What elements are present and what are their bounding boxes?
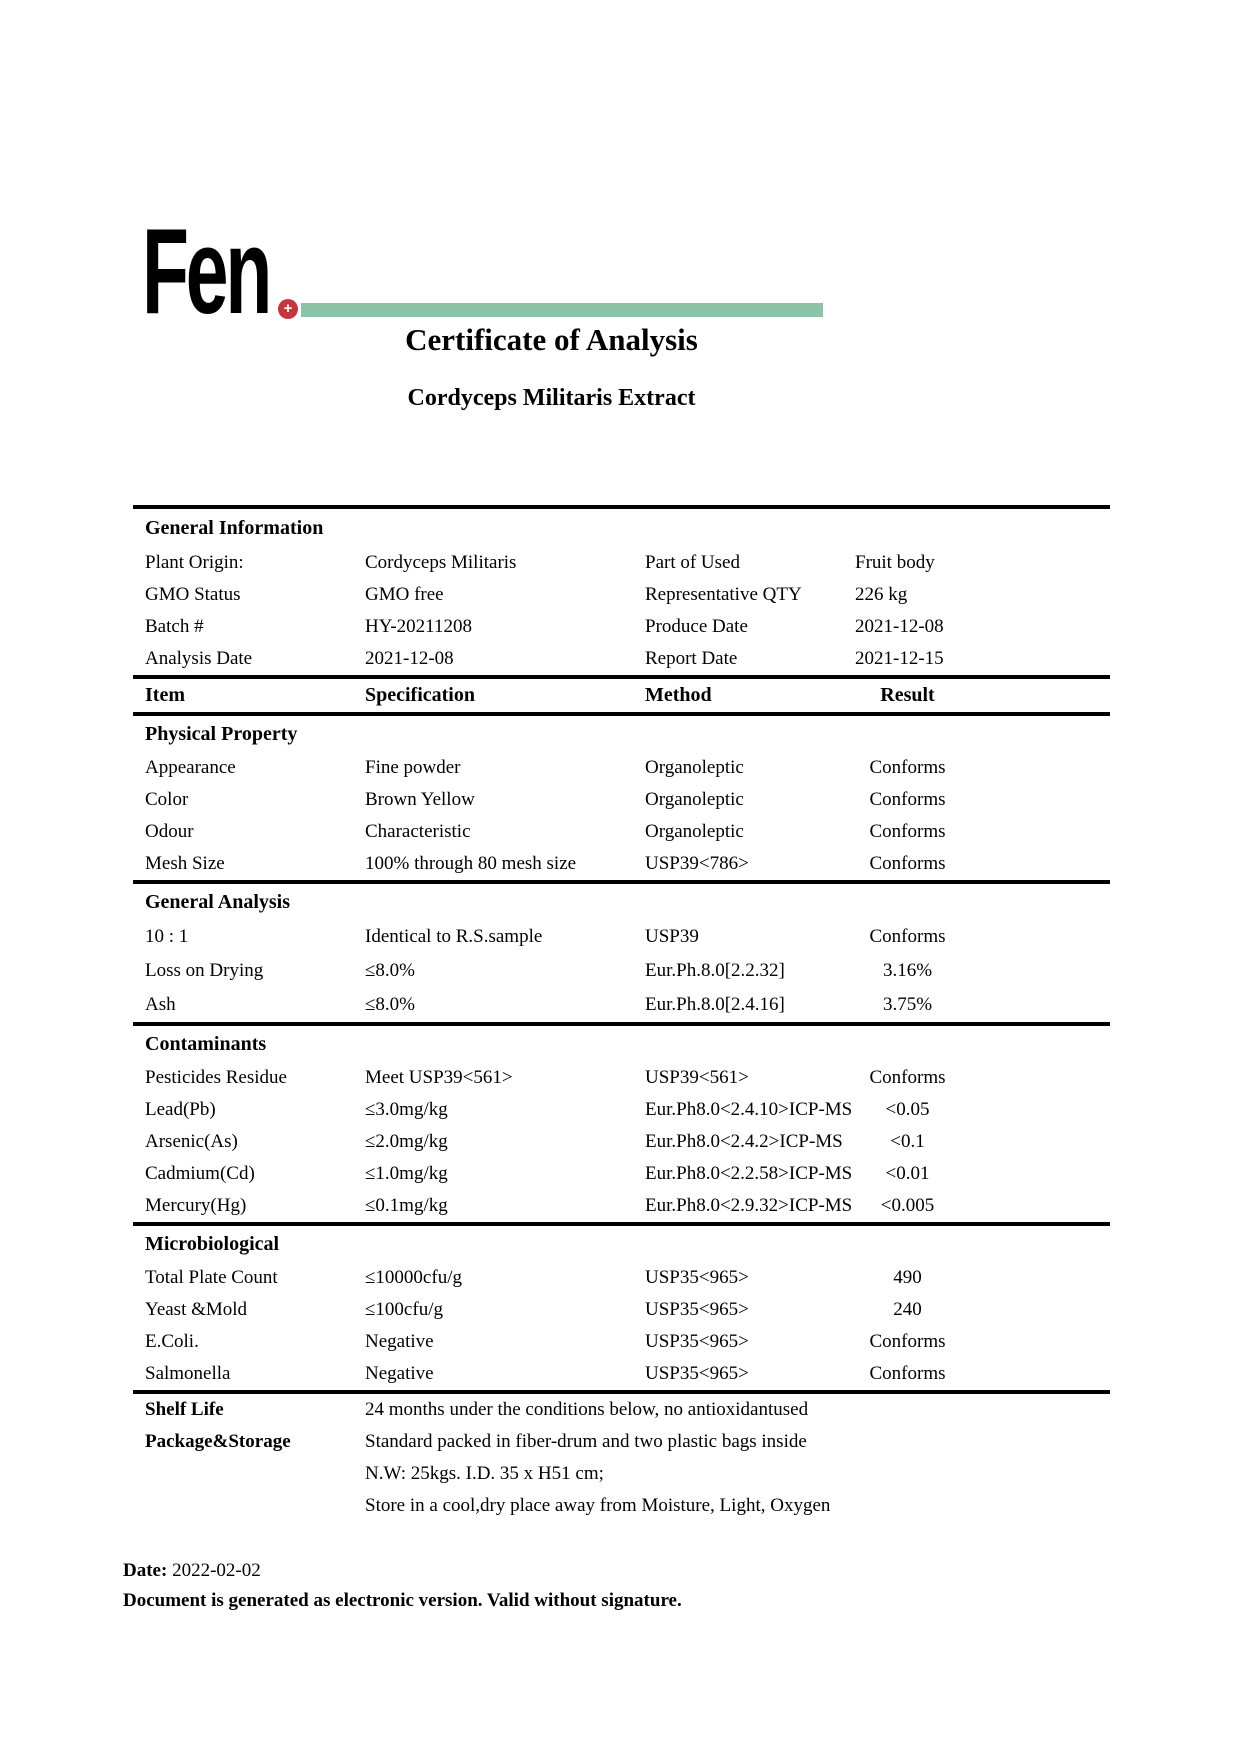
plus-badge-icon [278, 299, 298, 319]
method-cell: Organoleptic [645, 789, 744, 810]
item-cell: Yeast &Mold [145, 1299, 248, 1320]
general-info-row [133, 579, 1110, 611]
date-line [123, 1556, 682, 1586]
spec-cell: Identical to R.S.sample [365, 926, 543, 947]
info-label: Analysis Date [145, 648, 253, 669]
result-row [133, 1158, 1110, 1190]
result-cell: Conforms [869, 789, 946, 810]
date-label: Date: [123, 1560, 168, 1581]
result-cell: <0.05 [885, 1099, 930, 1120]
spec-cell: ≤2.0mg/kg [365, 1131, 448, 1152]
storage-label: Package&Storage [145, 1431, 291, 1452]
result-row [133, 1126, 1110, 1158]
product-name: Cordyceps Militaris Extract [407, 385, 696, 411]
result-row [133, 1262, 1110, 1294]
method-cell: USP35<965> [645, 1267, 749, 1288]
logo-wordmark: Fen [142, 203, 270, 339]
spec-cell: ≤3.0mg/kg [365, 1099, 448, 1120]
method-cell: Eur.Ph8.0<2.2.58>ICP-MS [645, 1163, 853, 1184]
item-cell: Pesticides Residue [145, 1067, 287, 1088]
result-row [133, 1094, 1110, 1126]
item-cell: Mesh Size [145, 853, 225, 874]
result-row [133, 1294, 1110, 1326]
item-cell: Arsenic(As) [145, 1131, 238, 1152]
info-value: Fruit body [855, 552, 935, 573]
info-label: GMO Status [145, 584, 241, 605]
section-heading: Physical Property [145, 723, 298, 745]
item-cell: Ash [145, 994, 176, 1015]
general-information-rows [133, 547, 1110, 675]
result-cell: Conforms [869, 853, 946, 874]
info-value: Cordyceps Militaris [365, 552, 517, 573]
spec-cell: Meet USP39<561> [365, 1067, 513, 1088]
spec-cell: ≤8.0% [365, 994, 416, 1015]
section-heading: Contaminants [145, 1033, 267, 1055]
spec-cell: Brown Yellow [365, 789, 475, 810]
method-cell: USP35<965> [645, 1363, 749, 1384]
spec-cell: ≤0.1mg/kg [365, 1195, 448, 1216]
column-header-item: Item [145, 684, 185, 706]
result-cell: Conforms [869, 821, 946, 842]
results-header-row [133, 679, 1110, 712]
info-label: Produce Date [645, 616, 748, 637]
info-value: 2021-12-08 [365, 648, 454, 669]
method-cell: Eur.Ph.8.0[2.4.16] [645, 994, 785, 1015]
result-row [133, 920, 1110, 954]
result-row [133, 1326, 1110, 1358]
result-row [133, 954, 1110, 988]
method-cell: USP39 [645, 926, 699, 947]
spec-cell: Negative [365, 1363, 434, 1384]
result-cell: 3.75% [882, 994, 933, 1015]
method-cell: USP39<786> [645, 853, 749, 874]
column-header-result: Result [880, 684, 935, 706]
result-cell: Conforms [869, 926, 946, 947]
column-header-specification: Specification [365, 684, 475, 706]
result-row [133, 988, 1110, 1022]
spec-cell: Characteristic [365, 821, 471, 842]
logo-underline-bar [301, 303, 823, 317]
storage-rows [133, 1394, 1110, 1522]
section-heading: General Analysis [145, 891, 291, 913]
spec-cell: Negative [365, 1331, 434, 1352]
spec-cell: 100% through 80 mesh size [365, 853, 577, 874]
result-cell: <0.1 [890, 1131, 925, 1152]
coa-table [133, 505, 1110, 1522]
item-cell: Cadmium(Cd) [145, 1163, 255, 1184]
plus-glyph: + [283, 300, 293, 317]
result-row [133, 848, 1110, 880]
spec-cell: ≤100cfu/g [365, 1299, 443, 1320]
spec-cell: ≤8.0% [365, 960, 416, 981]
item-cell: Salmonella [145, 1363, 231, 1384]
results-sections [133, 716, 1110, 1390]
result-cell: 240 [893, 1299, 922, 1320]
result-cell: Conforms [869, 1363, 946, 1384]
info-value: GMO free [365, 584, 444, 605]
result-row [133, 784, 1110, 816]
method-cell: Organoleptic [645, 821, 744, 842]
method-cell: Eur.Ph8.0<2.4.2>ICP-MS [645, 1131, 843, 1152]
storage-row [133, 1490, 1110, 1522]
spec-cell: ≤10000cfu/g [365, 1267, 462, 1288]
info-label: Part of Used [645, 552, 740, 573]
info-value: 2021-12-08 [855, 616, 944, 637]
result-cell: Conforms [869, 1331, 946, 1352]
storage-row [133, 1394, 1110, 1426]
storage-text: N.W: 25kgs. I.D. 35 x H51 cm; [365, 1463, 604, 1484]
storage-label [133, 1490, 365, 1522]
storage-label [133, 1458, 365, 1490]
method-cell: USP35<965> [645, 1299, 749, 1320]
general-information-heading: General Information [145, 517, 324, 539]
result-cell: <0.005 [880, 1195, 935, 1216]
storage-text: 24 months under the conditions below, no antioxidantused [365, 1399, 809, 1420]
item-cell: Mercury(Hg) [145, 1195, 247, 1216]
validity-note: Document is generated as electronic version. Valid without signature. [123, 1590, 682, 1611]
result-cell: Conforms [869, 1067, 946, 1088]
result-row [133, 1062, 1110, 1094]
method-cell: Eur.Ph8.0<2.4.10>ICP-MS [645, 1099, 853, 1120]
general-info-row [133, 643, 1110, 675]
spec-cell: Fine powder [365, 757, 461, 778]
document-title: Certificate of Analysis [405, 322, 698, 357]
info-label: Batch # [145, 616, 204, 637]
item-cell: Odour [145, 821, 194, 842]
info-label: Plant Origin: [145, 552, 244, 573]
method-cell: USP39<561> [645, 1067, 749, 1088]
item-cell: Loss on Drying [145, 960, 264, 981]
method-cell: USP35<965> [645, 1331, 749, 1352]
result-row [133, 1190, 1110, 1222]
item-cell: Color [145, 789, 189, 810]
result-row [133, 816, 1110, 848]
storage-label: Shelf Life [145, 1399, 224, 1420]
item-cell: Total Plate Count [145, 1267, 278, 1288]
footer [123, 1556, 682, 1616]
method-cell: Eur.Ph.8.0[2.2.32] [645, 960, 785, 981]
date-value: 2022-02-02 [172, 1560, 261, 1581]
info-value: 2021-12-15 [855, 648, 944, 669]
section-heading: Microbiological [145, 1233, 280, 1255]
result-row [133, 752, 1110, 784]
info-value: 226 kg [855, 584, 908, 605]
item-cell: 10 : 1 [145, 926, 189, 947]
storage-row [133, 1426, 1110, 1458]
result-cell: <0.01 [885, 1163, 930, 1184]
result-cell: 490 [893, 1267, 922, 1288]
result-cell: 3.16% [882, 960, 933, 981]
method-cell: Organoleptic [645, 757, 744, 778]
column-header-method: Method [645, 684, 712, 706]
storage-row [133, 1458, 1110, 1490]
general-info-row [133, 611, 1110, 643]
result-cell: Conforms [869, 757, 946, 778]
item-cell: Appearance [145, 757, 236, 778]
info-value: HY-20211208 [365, 616, 472, 637]
method-cell: Eur.Ph8.0<2.9.32>ICP-MS [645, 1195, 853, 1216]
storage-text: Standard packed in fiber-drum and two plastic bags inside [365, 1431, 807, 1452]
general-info-row [133, 547, 1110, 579]
item-cell: E.Coli. [145, 1331, 199, 1352]
item-cell: Lead(Pb) [145, 1099, 216, 1120]
spec-cell: ≤1.0mg/kg [365, 1163, 448, 1184]
info-label: Representative QTY [645, 584, 802, 605]
storage-text: Store in a cool,dry place away from Moisture, Light, Oxygen [365, 1495, 831, 1516]
result-row [133, 1358, 1110, 1390]
info-label: Report Date [645, 648, 738, 669]
